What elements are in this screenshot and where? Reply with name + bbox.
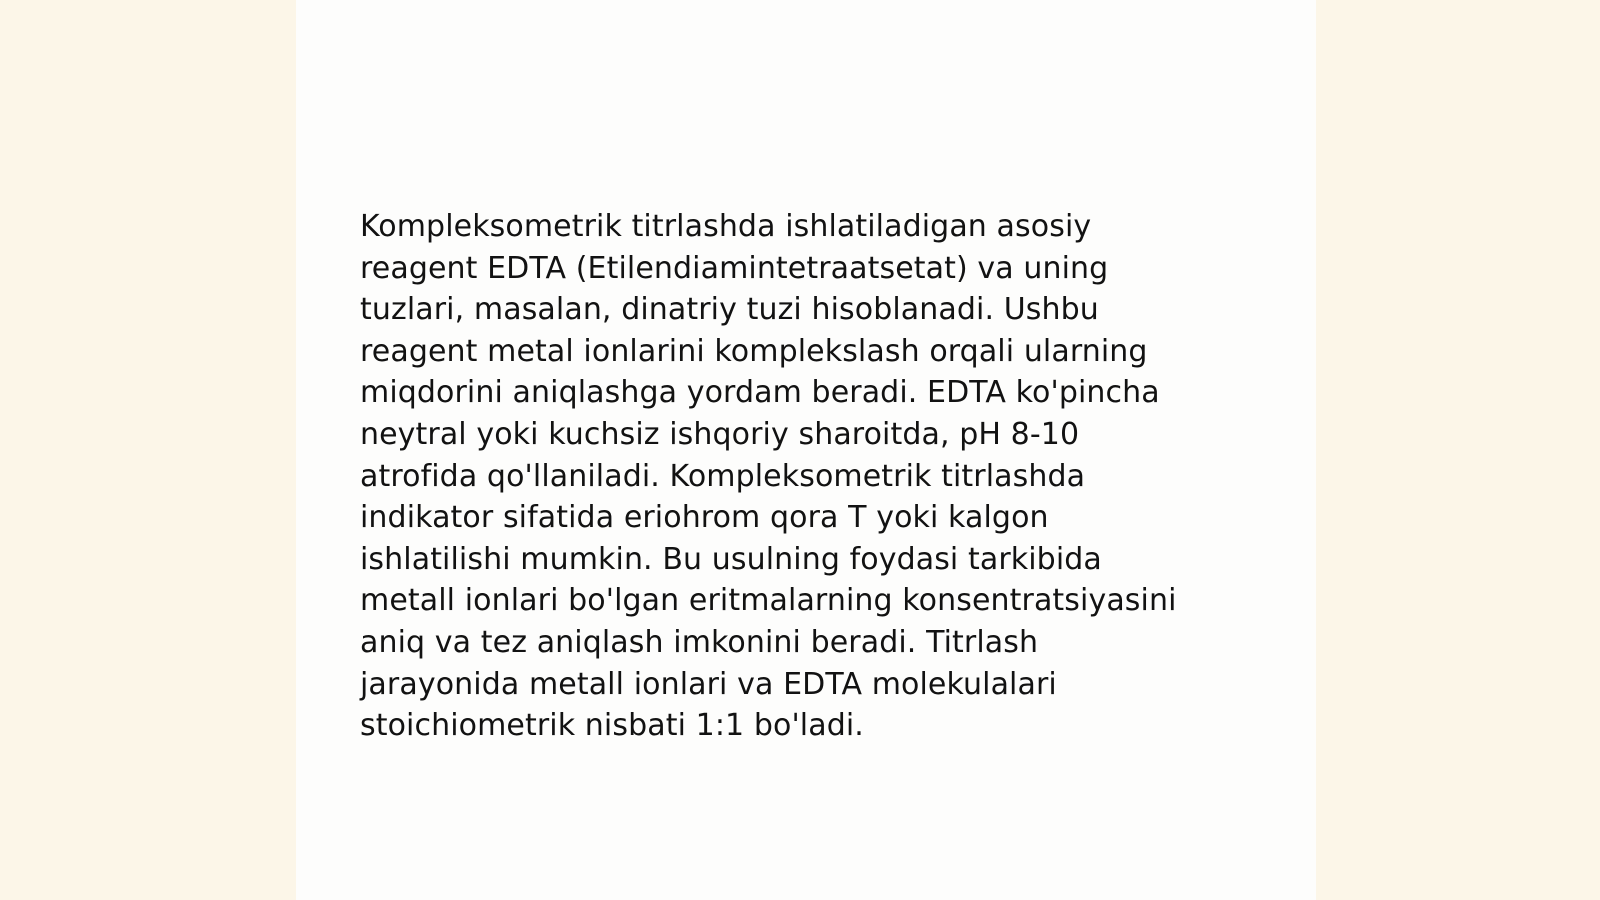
right-margin-background bbox=[1316, 0, 1600, 900]
text-line: metall ionlari bo'lgan eritmalarning konsentratsiyasini bbox=[360, 583, 1177, 619]
text-line: neytral yoki kuchsiz ishqoriy sharoitda, pH 8-10 bbox=[360, 416, 1080, 452]
text-line: stoichiometrik nisbati 1:1 bo'ladi. bbox=[360, 708, 864, 744]
text-line: reagent metal ionlarini komplekslash orqali ularning bbox=[360, 333, 1148, 369]
slide-body-text bbox=[360, 206, 1260, 747]
text-line: atrofida qo'llaniladi. Kompleksometrik titrlashda bbox=[360, 458, 1086, 494]
text-line: miqdorini aniqlashga yordam beradi. EDTA ko'pincha bbox=[360, 375, 1160, 411]
text-line: tuzlari, masalan, dinatriy tuzi hisoblanadi. Ushbu bbox=[360, 292, 1099, 328]
text-line: Kompleksometrik titrlashda ishlatiladigan asosiy bbox=[360, 209, 1092, 244]
slide-canvas bbox=[296, 0, 1316, 900]
left-margin-background bbox=[0, 0, 296, 900]
text-line: ishlatilishi mumkin. Bu usulning foydasi tarkibida bbox=[360, 541, 1102, 577]
text-line: reagent EDTA (Etilendiamintetraatsetat) va uning bbox=[360, 250, 1109, 286]
text-line: jarayonida metall ionlari va EDTA molekulalari bbox=[360, 666, 1057, 702]
text-line: aniq va tez aniqlash imkonini beradi. Titrlash bbox=[360, 624, 1039, 660]
text-line: indikator sifatida eriohrom qora T yoki kalgon bbox=[360, 500, 1049, 536]
